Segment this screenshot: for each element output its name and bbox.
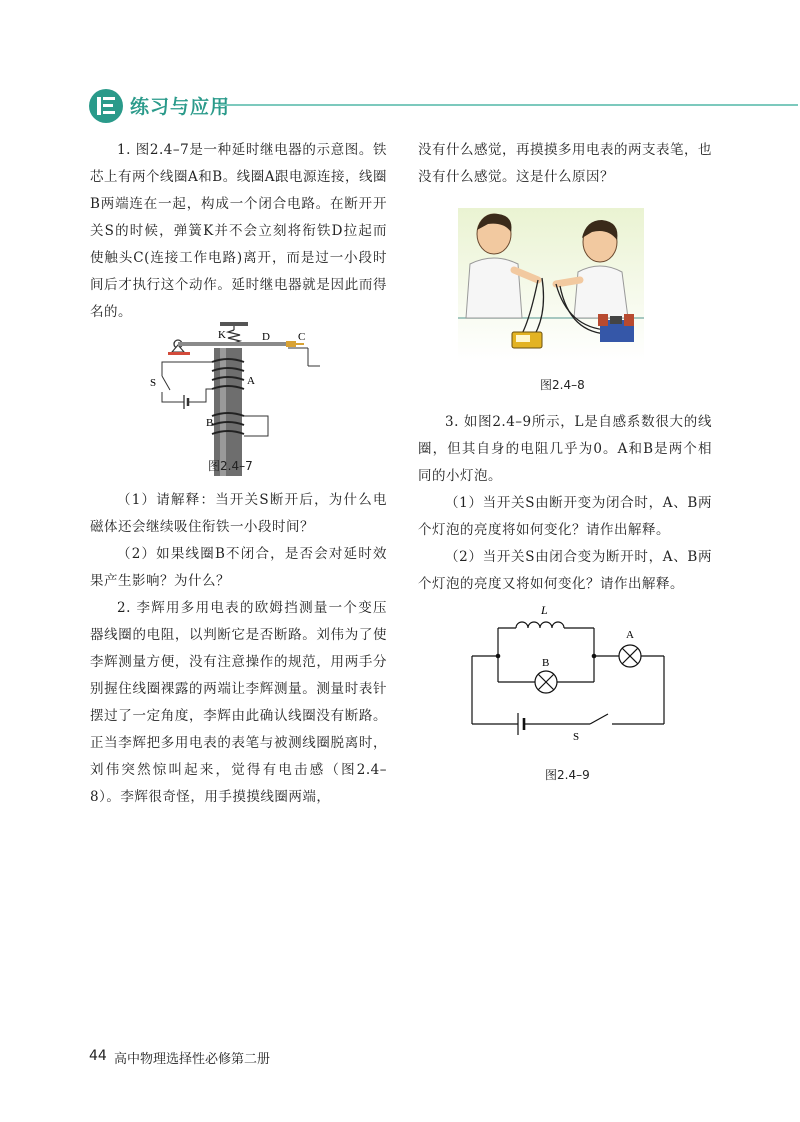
section-title: 练习与应用 [130, 96, 231, 118]
question-3-sub-1: （1）当开关S由断开变为闭合时，A、B两个灯泡的亮度将如何变化？请作出解释。 [418, 495, 712, 538]
page-number: 44 [89, 1048, 107, 1064]
question-1 [90, 137, 387, 326]
question-2-continuation-text: 没有什么感觉，再摸摸多用电表的两支表笔，也没有什么感觉。这是什么原因？ [418, 142, 712, 185]
caption-2-4-9: 图2.4–9 [545, 768, 590, 782]
label-b: B [206, 417, 214, 429]
label-k: K [218, 329, 226, 341]
label-lamp-b: B [542, 657, 550, 669]
question-1-text: 1. 图2.4–7是一种延时继电器的示意图。铁芯上有两个线圈A和B。线圈A跟电源连接，线圈B两端连在一起，构成一个闭合电路。在断开开关S的时候，弹簧K并不会立刻将衔铁D拉起而使触头C(连接工作电路)离开，而是过一小段时间后才执行这个动作。延时继电器就是因此而得名的。 [90, 142, 387, 320]
question-1-subs-and-question-2 [90, 487, 387, 811]
question-3 [418, 409, 712, 598]
label-l: L [541, 603, 548, 617]
question-3-text: 3. 如图2.4–9所示，L是自感系数很大的线圈，但其自身的电阻几乎为0。A和B是两个相同的小灯泡。 [418, 414, 712, 484]
question-2-continuation [418, 137, 712, 191]
figure-2-4-7 [148, 318, 328, 478]
caption-2-4-8: 图2.4–8 [540, 378, 585, 392]
label-s: S [150, 377, 157, 389]
label-d: D [262, 331, 270, 343]
question-1-sub-2: （2）如果线圈B不闭合，是否会对延时效果产生影响？为什么？ [90, 546, 387, 589]
label-switch-s: S [573, 731, 580, 743]
label-a: A [247, 375, 255, 387]
header-rule [218, 104, 798, 106]
label-lamp-a: A [626, 629, 634, 641]
question-1-sub-1: （1）请解释：当开关S断开后，为什么电磁体还会继续吸住衔铁一小段时间？ [90, 492, 387, 535]
caption-2-4-7: 图2.4–7 [208, 459, 253, 473]
question-3-sub-2: （2）当开关S由闭合变为断开时，A、B两个灯泡的亮度又将如何变化？请作出解释。 [418, 549, 712, 592]
question-2-text: 2. 李辉用多用电表的欧姆挡测量一个变压器线圈的电阻，以判断它是否断路。刘伟为了使李辉测量方便，没有注意操作的规范，用两手分别握住线圈裸露的两端让李辉测量。测量时表针摆过了一定角度，李辉由此确认线圈没有断路。正当李辉把多用电表的表笔与被测线圈脱离时，刘伟突然惊叫起来，觉得有电击感（图2.4–8）。李辉很奇怪，用手摸摸线圈两端， [90, 600, 387, 805]
section-icon [88, 88, 124, 124]
label-c: C [298, 331, 306, 343]
figure-2-4-9 [466, 600, 672, 745]
book-title: 高中物理选择性必修第二册 [114, 1052, 271, 1067]
figure-2-4-8 [458, 208, 644, 360]
